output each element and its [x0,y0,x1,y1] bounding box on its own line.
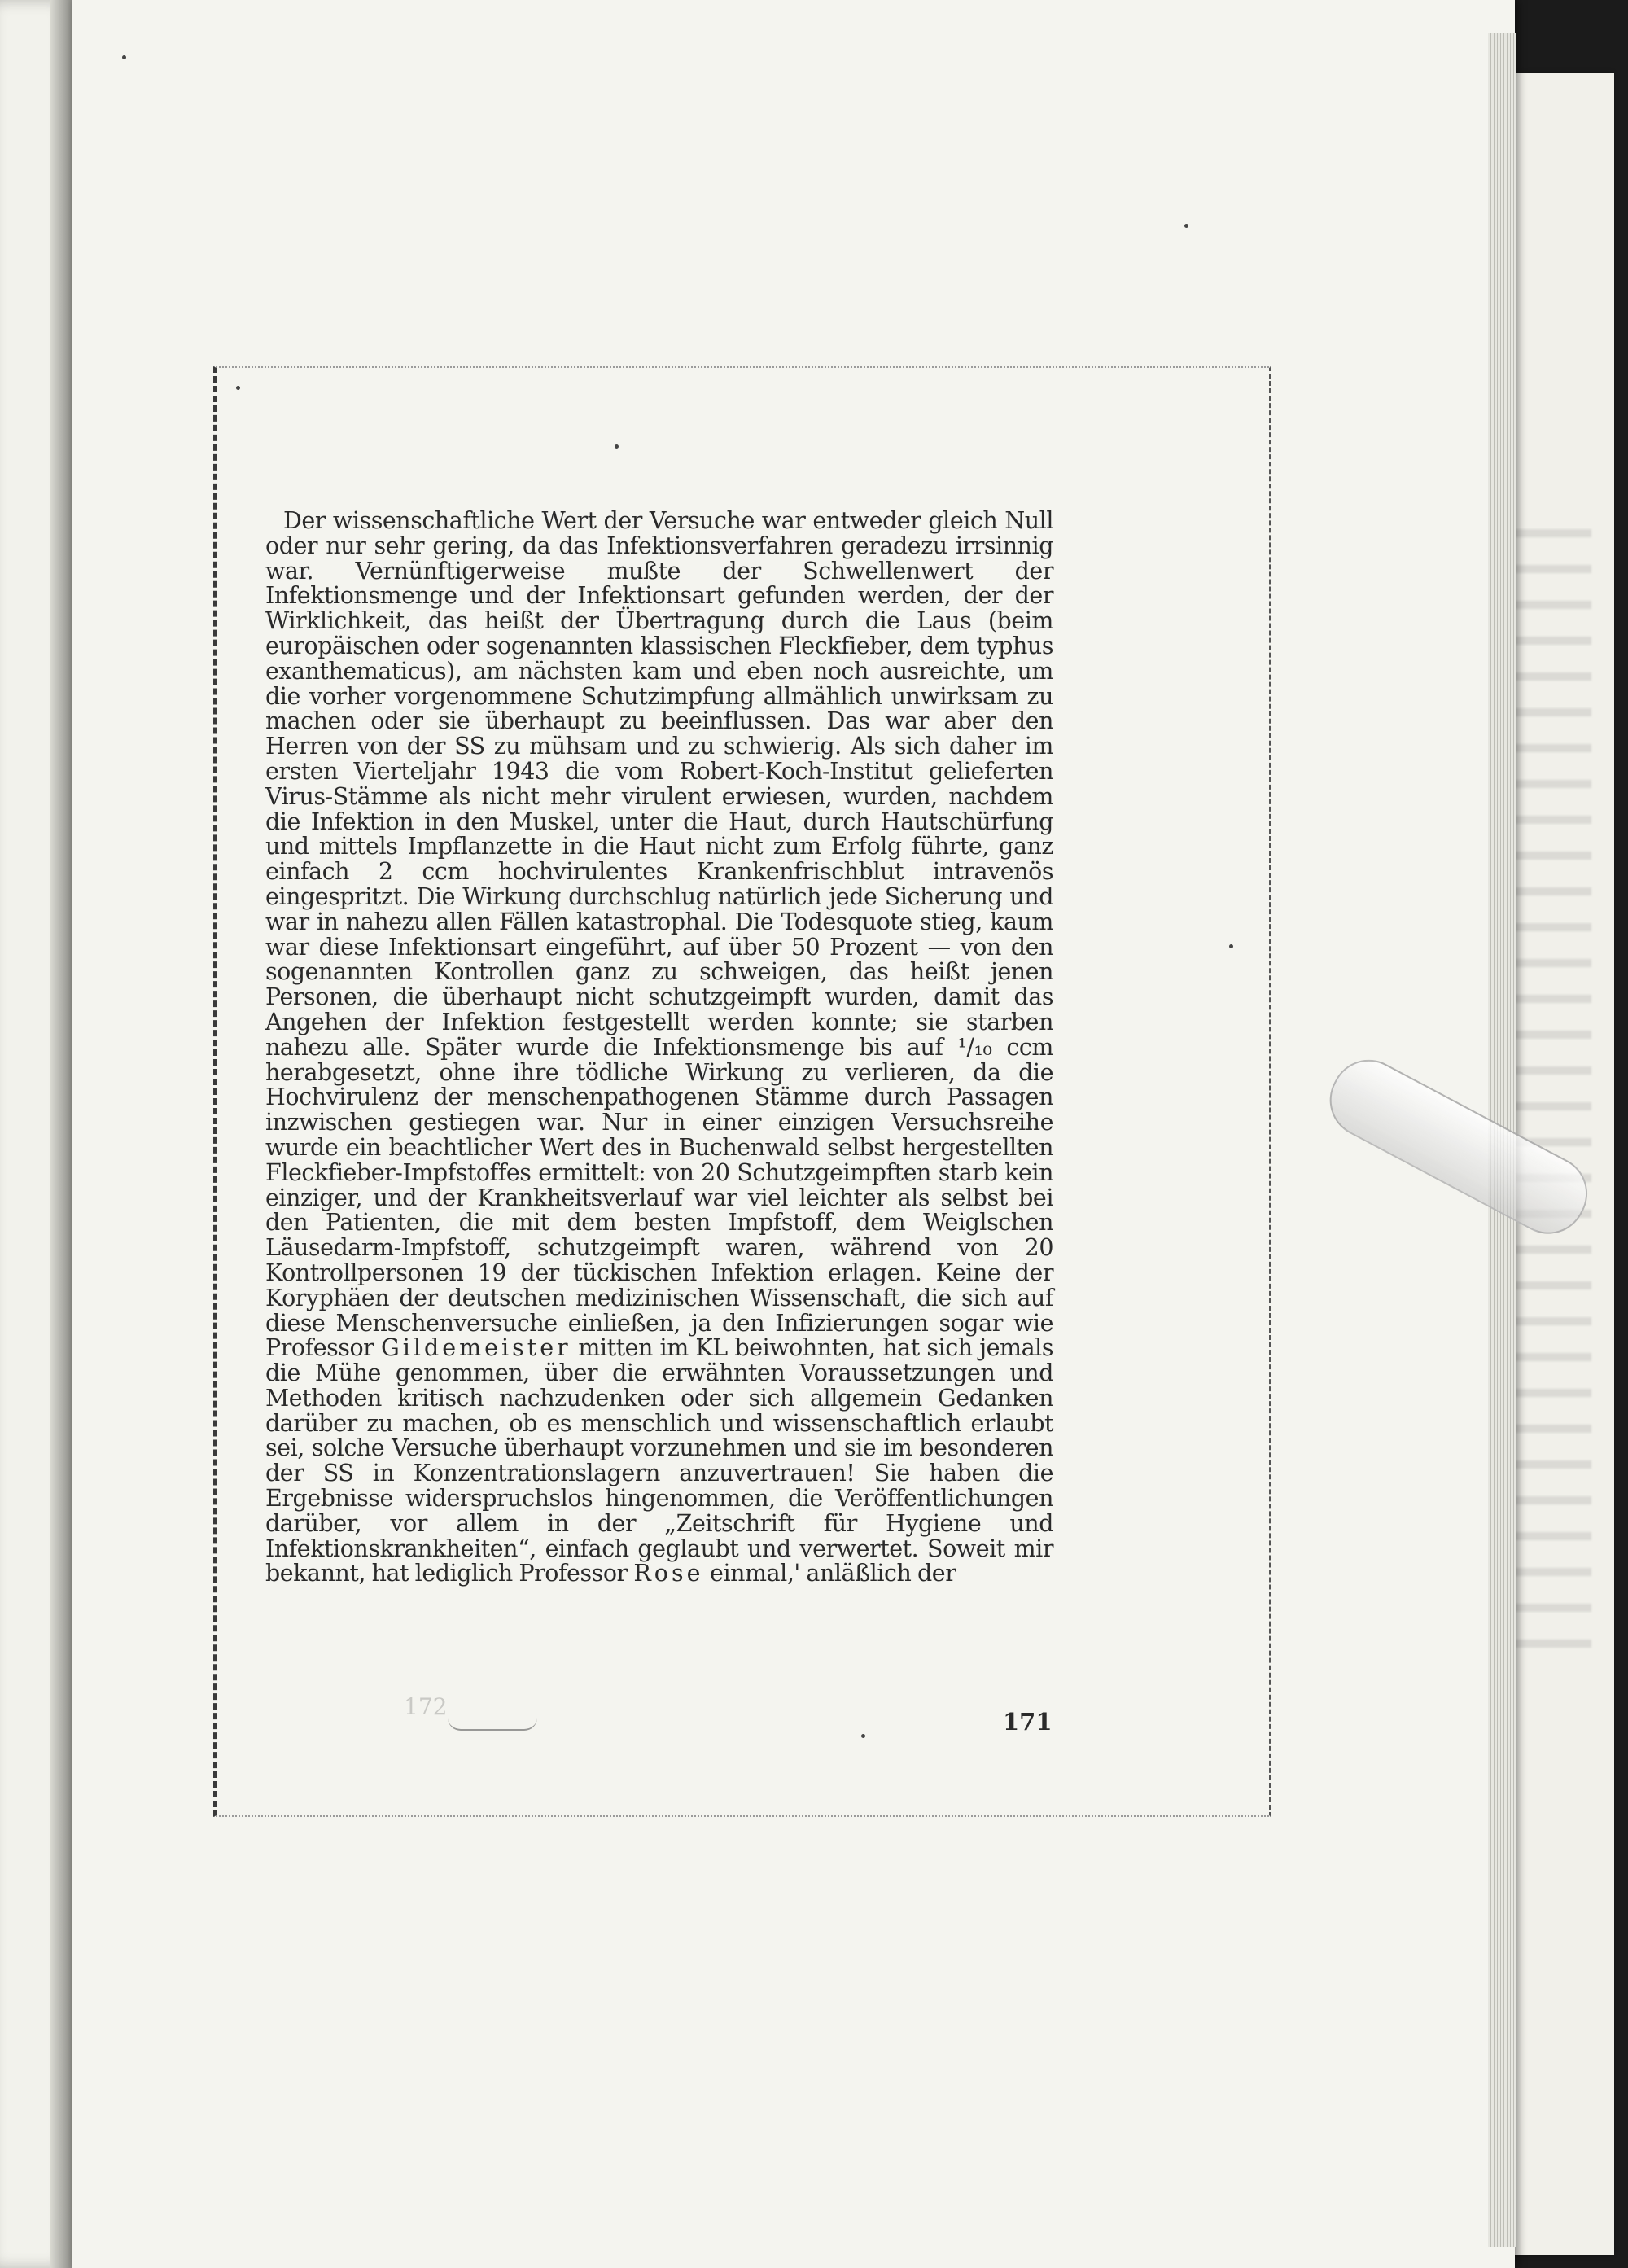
dust-speck [122,55,126,59]
dust-speck [861,1734,865,1738]
body-text: Der wissenschaftliche Wert der Versuche war entweder gleich Null oder nur sehr gering, da das Infektionsverfahren geradezu irrsinnig war. Vernünftigerweise mußte der Schwellenwert der Infektionsmenge und der Infektionsart gefunden werden, der der Wirklichkeit, das heißt der Übertragung durch die Laus (beim europäischen oder sogenannten klassischen Fleckfieber, dem typhus exanthematicus), am nächsten kam und eben noch ausreichte, um die vorher vorgenommene Schutzimpfung allmählich unwirksam zu machen oder sie überhaupt zu beeinflussen. Das war aber den Herren von der SS zu mühsam und zu schwierig. Als sich daher im ersten Vierteljahr 1943 die vom Robert-Koch-Institut gelieferten Virus-Stämme als nicht mehr virulent erwiesen, wurden, nachdem die Infektion in den Muskel, unter die Haut, durch Hautschürfung und mittels Impflanzette in die Haut nicht zum Erfolg führte, ganz einfach 2 ccm hochvirulentes Krankenfrischblut intravenös eingespritzt. Die Wirkung durchschlug natürlich jede Sicherung und war in nahezu allen Fällen katastrophal. Die Todesquote stieg, kaum war diese Infektionsart eingeführt, auf über 50 Prozent — von den sogenannten Kontrollen ganz zu schweigen, das heißt jenen Personen, die überhaupt nicht schutzgeimpft wurden, damit das Angehen der Infektion festgestellt werden konnte; sie starben nahezu alle. Später wurde die Infektionsmenge bis auf ¹/₁₀ ccm herabgesetzt, ohne ihre tödliche Wirkung zu verlieren, da die Hochvirulenz der menschenpathogenen Stämme durch Passagen inzwischen gestiegen war. Nur in einer einzigen Versuchsreihe wurde ein beachtlicher Wert des in Buchenwald selbst hergestellten Fleckfieber-Impfstoffes ermittelt: von 20 Schutzgeimpften starb kein einziger, und der Krankheitsverlauf war viel leichter als selbst bei den Patienten, die mit dem besten Impfstoff, dem Weiglschen Läusedarm-Impfstoff, schutzgeimpft waren, während von 20 Kontrollpersonen 19 der tückischen Infektion erlagen. Keine der Koryphäen der deutschen medizinischen Wissenschaft, die sich auf diese Menschenversuche einließen, ja den Infizierungen sogar wie Professor [265,507,1053,1362]
dust-speck [1229,944,1233,948]
body-text-end: einmal,' anläßlich der [710,1560,956,1587]
body-text-block [265,509,1053,1587]
dust-speck [615,444,619,449]
pencil-mark [448,1718,537,1731]
page-number: 171 [1003,1708,1053,1736]
body-paragraph [265,509,1053,1587]
bleed-through-page-number: 172 [404,1693,448,1720]
dust-speck [1184,224,1188,228]
book-gutter [50,0,72,2268]
dust-speck [236,386,240,390]
name-gildemeister: Gildemeister [381,1334,571,1362]
body-text-continued: mitten im KL beiwohnten, hat sich jemals die Mühe genommen, über die erwähnten Voraussetzungen und Methoden kritisch nachzudenken oder sich allgemein Gedanken darüber zu machen, ob es menschlich und wissenschaftlich erlaubt sei, solche Versuche überhaupt vorzunehmen und sie im besonderen der SS in Konzentrationslagern anzuvertrauen! Sie haben die Ergebnisse widerspruchslos hingenommen, die Veröffentlichungen darüber, vor allem in der „Zeitschrift für Hygiene und Infektionskrankheiten“, einfach geglaubt und verwertet. Soweit mir bekannt, hat lediglich Professor [265,1334,1054,1587]
name-rose: Rose [633,1560,704,1587]
